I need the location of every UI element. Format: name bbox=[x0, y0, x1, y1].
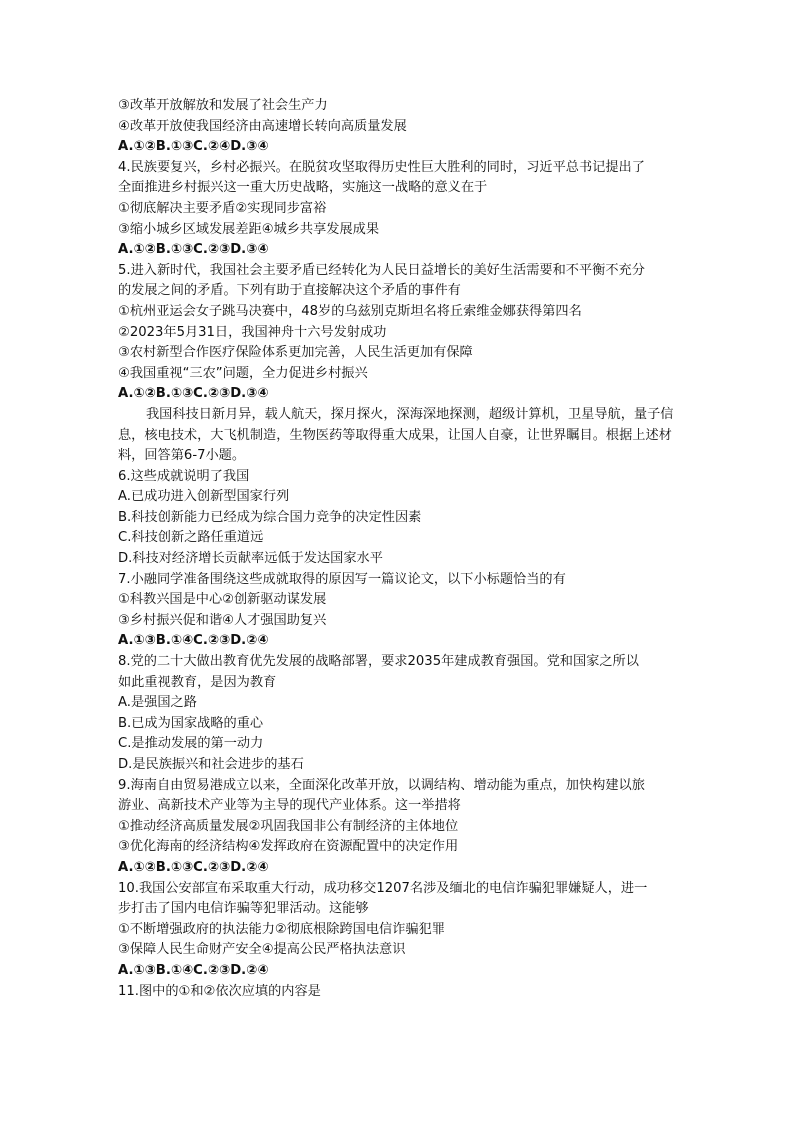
text-line: 步打击了国内电信诈骗等犯罪活动。这能够 bbox=[118, 901, 369, 917]
text-line: ②2023年5月31日，我国神舟十六号发射成功 bbox=[118, 324, 387, 340]
text-line: 11.图中的①和②依次应填的内容是 bbox=[118, 983, 321, 999]
question-block-2 bbox=[118, 467, 678, 1002]
text-line: 7.小融同学准备围绕这些成就取得的原因写一篇议论文，以下小标题恰当的有 bbox=[118, 571, 566, 587]
text-line: A.已成功进入创新型国家行列 bbox=[118, 489, 290, 505]
answer-options: A.①②B.①③C.②③D.②④ bbox=[118, 859, 269, 875]
text-line: ①彻底解决主要矛盾②实现同步富裕 bbox=[118, 200, 327, 216]
text-line: A.是强国之路 bbox=[118, 695, 197, 711]
text-line: 8.党的二十大做出教育优先发展的战略部署，要求2035年建成教育强国。党和国家之所以 bbox=[118, 654, 639, 670]
text-line: ④我国重视“三农”问题，全力促进乡村振兴 bbox=[118, 365, 368, 381]
text-line: 4.民族要复兴，乡村必振兴。在脱贫攻坚取得历史性巨大胜利的同时，习近平总书记提出了 bbox=[118, 159, 645, 175]
question-block-1 bbox=[118, 96, 678, 405]
answer-options: A.①②B.①③C.②③D.③④ bbox=[118, 386, 269, 402]
answer-options: A.①②B.①③C.②④D.③④ bbox=[118, 139, 269, 155]
text-line: 6.这些成就说明了我国 bbox=[118, 468, 250, 484]
answer-options: A.①②B.①③C.②③D.③④ bbox=[118, 242, 269, 258]
text-line: ③优化海南的经济结构④发挥政府在资源配置中的决定作用 bbox=[118, 839, 459, 855]
text-line: B.科技创新能力已经成为综合国力竞争的决定性因素 bbox=[118, 509, 422, 525]
text-line: ①科教兴国是中心②创新驱动谋发展 bbox=[118, 592, 327, 608]
text-line: 9.海南自由贸易港成立以来，全面深化改革开放，以调结构、增动能为重点，加快构建以旅 bbox=[118, 777, 645, 793]
text-line: ③保障人民生命财产安全④提高公民严格执法意识 bbox=[118, 942, 406, 958]
text-line: ③改革开放解放和发展了社会生产力 bbox=[118, 98, 328, 113]
text-line: D.科技对经济增长贡献率远低于发达国家水平 bbox=[118, 551, 383, 567]
text-line: ③农村新型合作医疗保险体系更加完善，人民生活更加有保障 bbox=[118, 345, 473, 361]
text-line: 游业、高新技术产业等为主导的现代产业体系。这一举措将 bbox=[118, 798, 461, 814]
text-line: 全面推进乡村振兴这一重大历史战略，实施这一战略的意义在于 bbox=[118, 180, 488, 196]
text-line: 10.我国公安部宣布采取重大行动，成功移交1207名涉及缅北的电信诈骗犯罪嫌疑人，进一 bbox=[118, 880, 648, 896]
answer-options: A.①③B.①④C.②③D.②④ bbox=[118, 962, 269, 978]
text-line: C.科技创新之路任重道远 bbox=[118, 530, 264, 546]
text-line: 如此重视教育，是因为教育 bbox=[118, 674, 277, 690]
text-line: B.已成为国家战略的重心 bbox=[118, 715, 264, 731]
exam-page bbox=[118, 96, 678, 1002]
text-line: ③缩小城乡区域发展差距④城乡共享发展成果 bbox=[118, 221, 380, 237]
text-line: ③乡村振兴促和谐④人才强国助复兴 bbox=[118, 612, 327, 628]
answer-options: A.①③B.①④C.②③D.②④ bbox=[118, 633, 269, 649]
material-paragraph: 我国科技日新月异，载人航天，探月探火，深海深地探测，超级计算机，卫星导航，量子信息，核电技术，大飞机制造，生物医药等取得重大成果，让国人自豪，让世界瞩目。根据上述材料，回答第6-7小题。 bbox=[118, 406, 674, 464]
text-line: ④改革开放使我国经济由高速增长转向高质量发展 bbox=[118, 118, 407, 134]
text-line: ①推动经济高质量发展②巩固我国非公有制经济的主体地位 bbox=[118, 818, 459, 834]
text-line: ①不断增强政府的执法能力②彻底根除跨国电信诈骗犯罪 bbox=[118, 921, 445, 937]
text-line: ①杭州亚运会女子跳马决赛中，48岁的乌兹别克斯坦名将丘索维金娜获得第四名 bbox=[118, 303, 582, 319]
text-line: 的发展之间的矛盾。下列有助于直接解决这个矛盾的事件有 bbox=[118, 283, 461, 299]
text-line: C.是推动发展的第一动力 bbox=[118, 736, 264, 752]
text-line: D.是民族振兴和社会进步的基石 bbox=[118, 757, 304, 772]
text-line: 5.进入新时代，我国社会主要矛盾已经转化为人民日益增长的美好生活需要和不平衡不充分 bbox=[118, 262, 645, 278]
